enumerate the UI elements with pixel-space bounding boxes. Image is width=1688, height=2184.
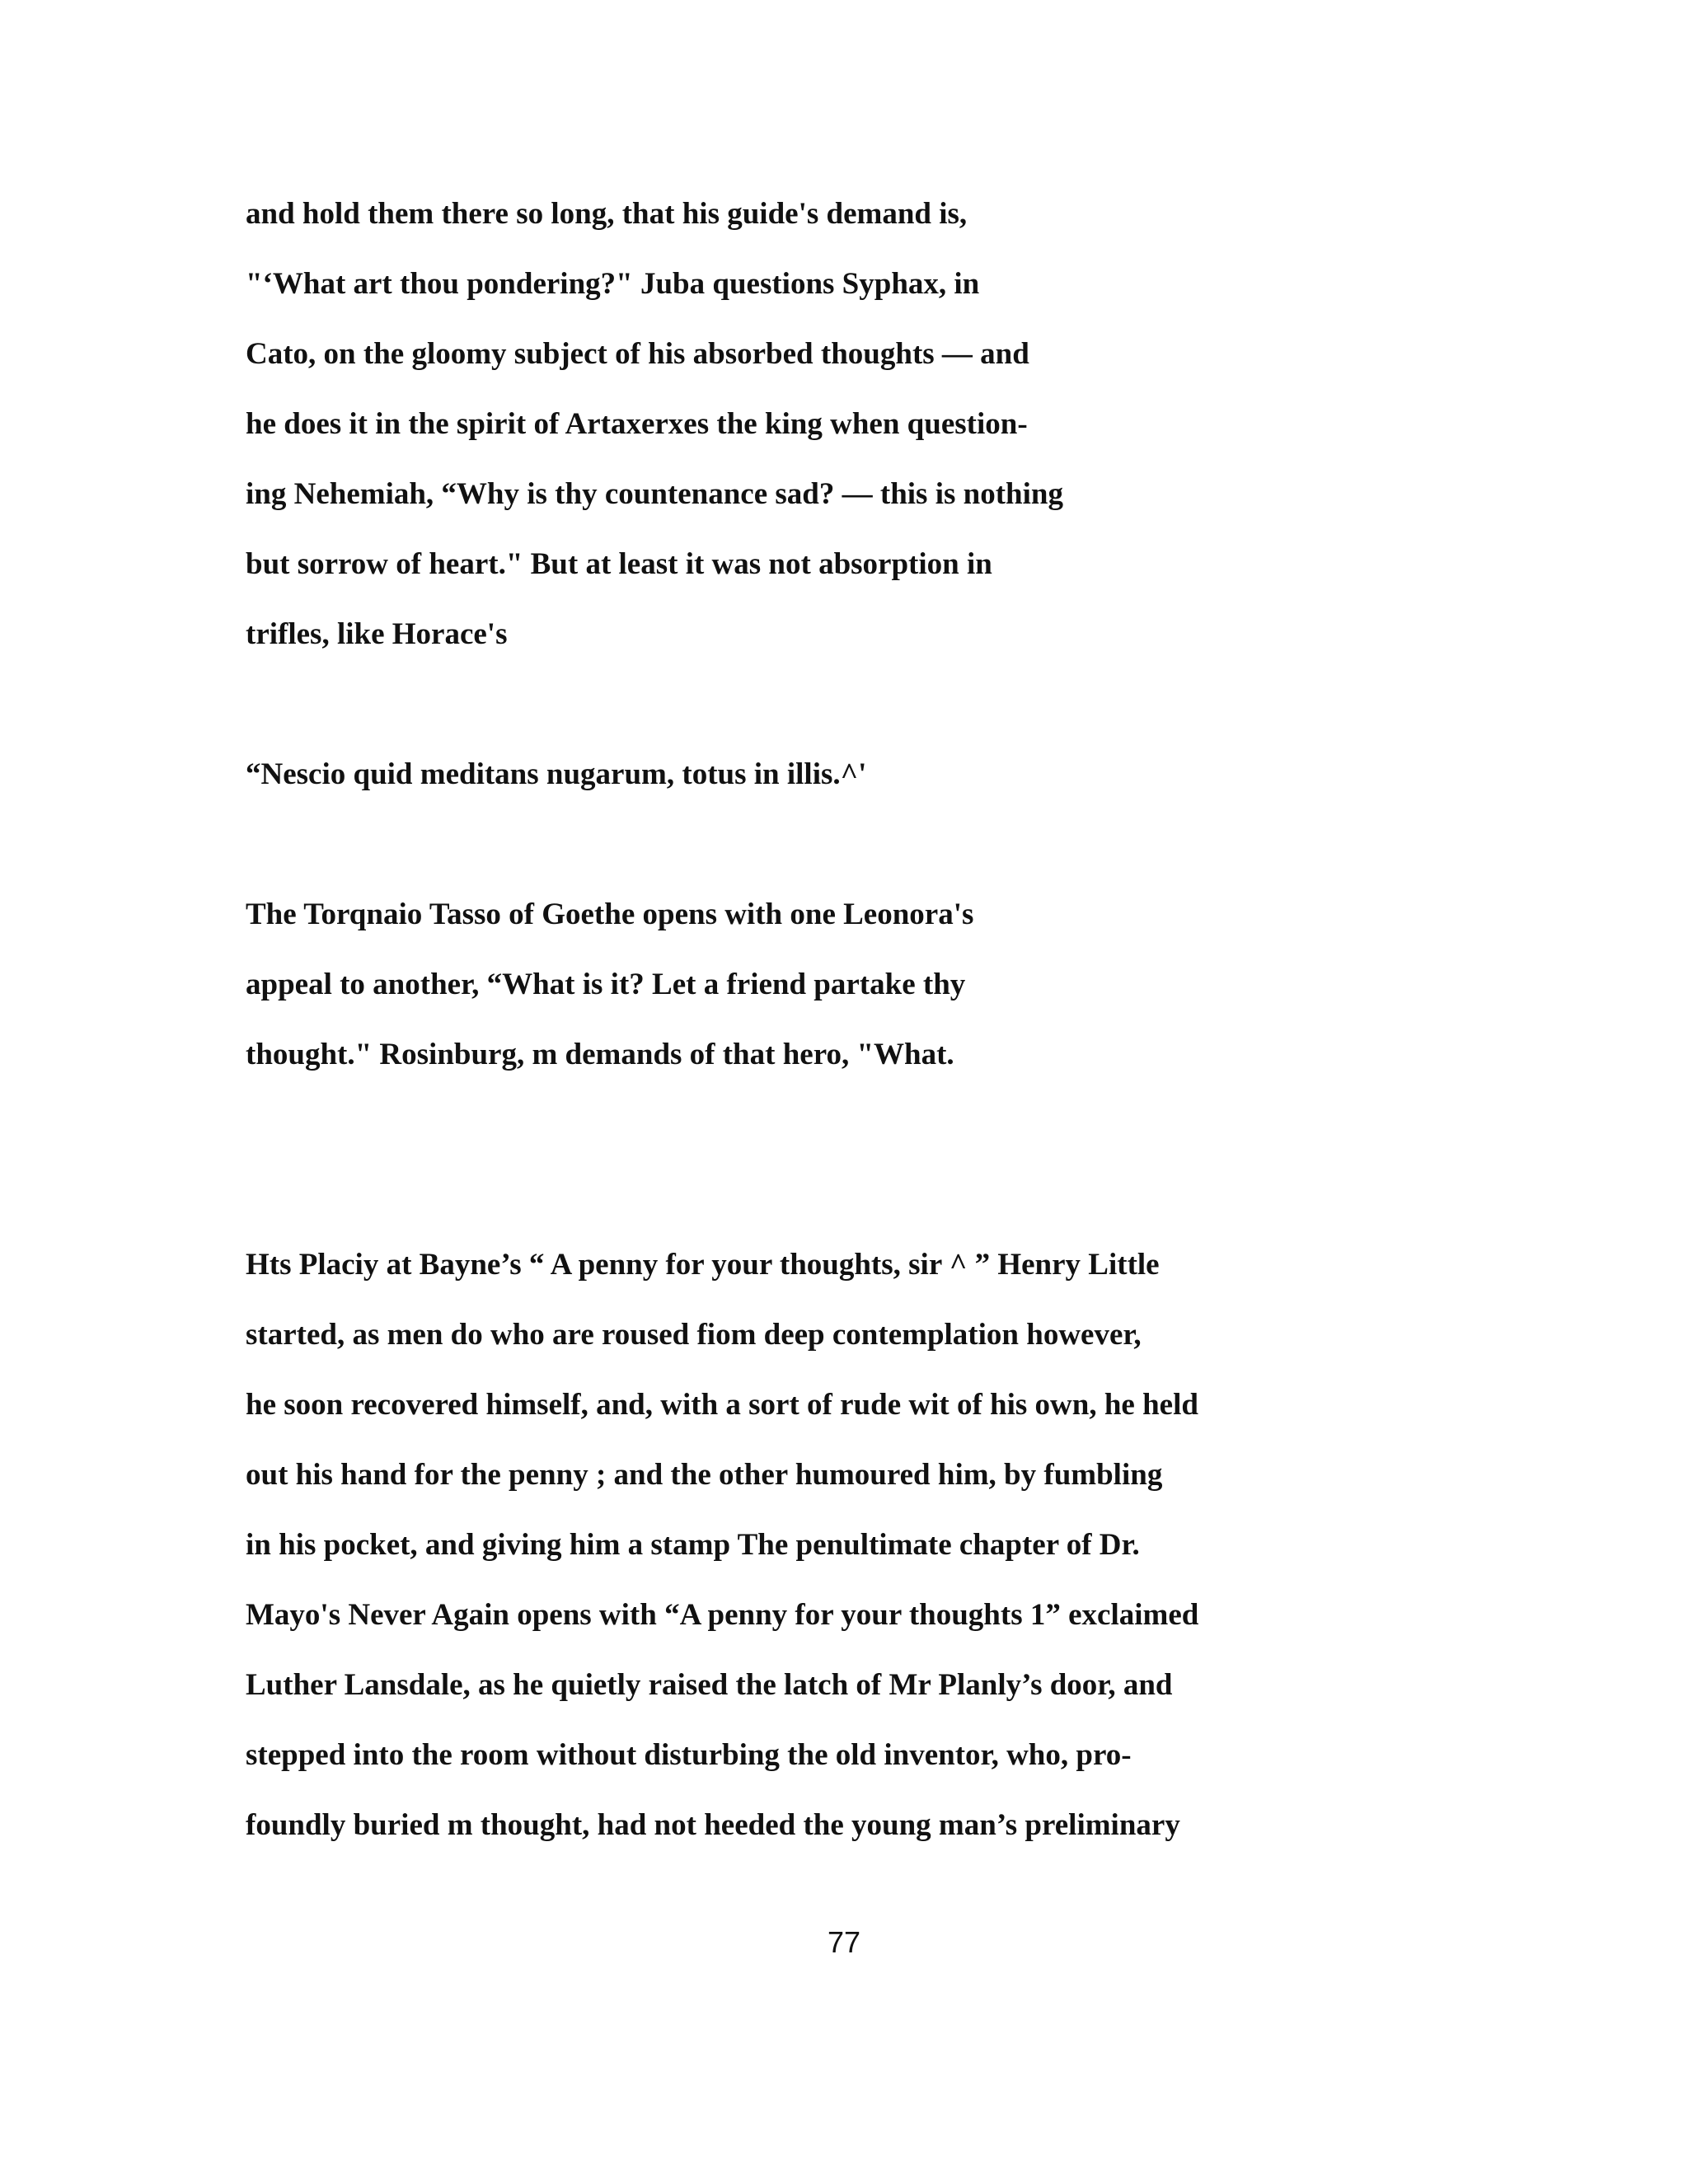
page-number: 77 xyxy=(827,1925,861,1959)
text-line: The Torqnaio Tasso of Goethe opens with one Leonora's xyxy=(246,898,974,931)
text-line: and hold them there so long, that his guide's demand is, xyxy=(246,197,968,231)
text-line: but sorrow of heart." But at least it was not absorption in xyxy=(246,547,992,581)
text-line: "‘What art thou pondering?" Juba questions Syphax, in xyxy=(246,267,980,301)
text-line: Hts Placiy at Bayne’s “ A penny for your thoughts, sir ^ ” Henry Little xyxy=(246,1248,1160,1282)
text-line: out his hand for the penny ; and the other humoured him, by fumbling xyxy=(246,1458,1163,1492)
quote-line: “Nescio quid meditans nugarum, totus in illis.^' xyxy=(246,757,867,791)
text-line: he does it in the spirit of Artaxerxes the king when question- xyxy=(246,407,1028,441)
text-line: stepped into the room without disturbing the old inventor, who, pro- xyxy=(246,1738,1132,1772)
text-line: in his pocket, and giving him a stamp The penultimate chapter of Dr. xyxy=(246,1528,1140,1562)
text-line: ing Nehemiah, “Why is thy countenance sad? — this is nothing xyxy=(246,477,1063,511)
text-line: started, as men do who are roused fiom deep contemplation however, xyxy=(246,1318,1142,1352)
text-line: Cato, on the gloomy subject of his absorbed thoughts — and xyxy=(246,337,1029,371)
text-line: Mayo's Never Again opens with “A penny for your thoughts 1” exclaimed xyxy=(246,1598,1199,1632)
text-line: foundly buried m thought, had not heeded the young man’s preliminary xyxy=(246,1808,1180,1842)
text-line: trifles, like Horace's xyxy=(246,617,508,651)
text-line: appeal to another, “What is it? Let a friend partake thy xyxy=(246,968,966,1001)
text-line: thought." Rosinburg, m demands of that hero, "What. xyxy=(246,1038,954,1071)
text-line: he soon recovered himself, and, with a sort of rude wit of his own, he held xyxy=(246,1388,1198,1422)
text-line: Luther Lansdale, as he quietly raised the latch of Mr Planly’s door, and xyxy=(246,1668,1173,1702)
